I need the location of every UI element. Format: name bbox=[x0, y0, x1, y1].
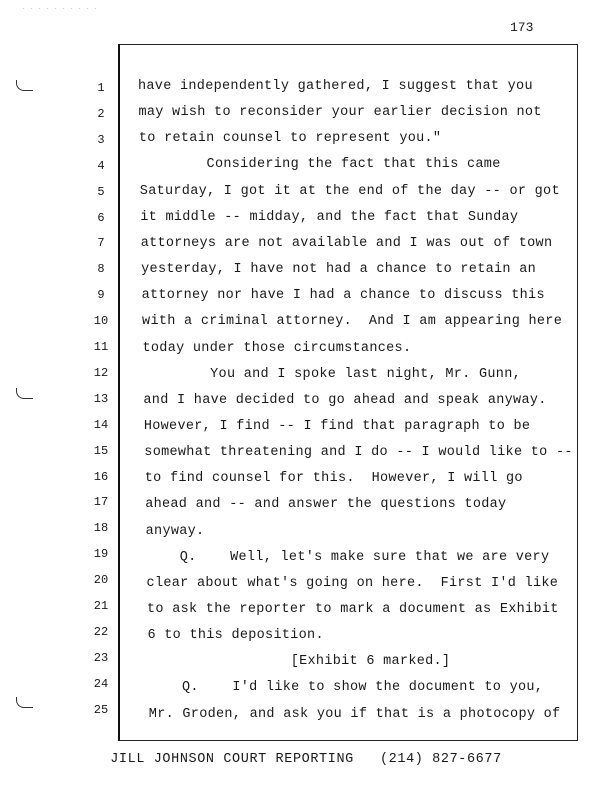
punch-hole-mark bbox=[16, 80, 33, 91]
transcript-line: attorneys are not available and I was out of town bbox=[140, 235, 553, 251]
line-number: 23 bbox=[93, 650, 109, 665]
transcript-line: Considering the fact that this came bbox=[139, 157, 501, 173]
line-number: 13 bbox=[93, 391, 109, 406]
line-number: 6 bbox=[97, 210, 105, 225]
transcript-line: today under those circumstances. bbox=[142, 340, 412, 356]
transcript-line: Q. I'd like to show the document to you, bbox=[148, 680, 544, 696]
line-number: 8 bbox=[97, 262, 105, 277]
line-number: 5 bbox=[97, 184, 105, 199]
line-number: 18 bbox=[93, 521, 109, 536]
line-number: 9 bbox=[97, 288, 105, 303]
transcript-line: ahead and -- and answer the questions today bbox=[145, 497, 507, 513]
line-number: 7 bbox=[97, 236, 105, 251]
line-number: 14 bbox=[93, 417, 109, 432]
line-number: 4 bbox=[97, 158, 105, 173]
line-number: 24 bbox=[93, 676, 109, 691]
transcript-line: clear about what's going on here. First I'd like bbox=[146, 575, 559, 591]
transcript-line: may wish to reconsider your earlier decision not bbox=[138, 105, 542, 121]
line-number: 1 bbox=[97, 81, 105, 95]
transcript-line: to find counsel for this. However, I will go bbox=[144, 471, 523, 487]
transcript-line: Q. Well, let's make sure that we are very bbox=[146, 549, 550, 565]
transcript-line: somewhat threatening and I do -- I would like to -- bbox=[144, 445, 573, 461]
line-number: 2 bbox=[97, 106, 105, 121]
transcript-line: Saturday, I got it at the end of the day -- or got bbox=[139, 183, 560, 199]
transcript-line: However, I find -- I find that paragraph to be bbox=[143, 418, 531, 434]
line-number: 22 bbox=[93, 624, 109, 639]
transcript-line: with a criminal attorney. And I am appearing here bbox=[142, 314, 563, 330]
transcript-line: yesterday, I have not had a chance to retain an bbox=[141, 262, 537, 278]
line-number: 3 bbox=[97, 132, 105, 147]
line-number: 19 bbox=[93, 547, 109, 562]
line-number: 25 bbox=[93, 702, 109, 717]
transcript-line: You and I spoke last night, Mr. Gunn, bbox=[142, 366, 521, 382]
line-number: 12 bbox=[93, 365, 109, 380]
punch-hole-mark bbox=[16, 388, 33, 399]
transcript-line: 6 to this deposition. bbox=[147, 628, 324, 644]
footer-court-reporting: JILL JOHNSON COURT REPORTING (214) 827-6677 bbox=[110, 752, 502, 767]
transcript-line: and I have decided to go ahead and speak anyway. bbox=[143, 392, 547, 408]
line-number: 16 bbox=[93, 469, 109, 484]
scan-header-mark: · · · · · · · · · · bbox=[22, 6, 99, 12]
line-number: 21 bbox=[93, 599, 109, 613]
transcript-line: it middle -- midday, and the fact that Sunday bbox=[140, 209, 519, 225]
transcript-line: [Exhibit 6 marked.] bbox=[147, 654, 451, 670]
transcript-line: attorney nor have I had a chance to discuss this bbox=[141, 288, 545, 304]
page-number: 173 bbox=[510, 20, 534, 35]
line-number: 11 bbox=[93, 340, 109, 354]
transcript-line: Mr. Groden, and ask you if that is a photocopy of bbox=[148, 706, 561, 722]
transcript-line: to retain counsel to represent you." bbox=[138, 131, 442, 147]
line-number: 15 bbox=[93, 443, 109, 458]
line-number: 20 bbox=[93, 573, 109, 588]
line-number: 17 bbox=[93, 495, 109, 510]
transcript-line: anyway. bbox=[145, 523, 205, 539]
transcript-line: have independently gathered, I suggest that you bbox=[138, 79, 533, 94]
transcript-line: to ask the reporter to mark a document as Exhibit bbox=[147, 602, 559, 617]
line-number: 10 bbox=[93, 314, 109, 329]
punch-hole-mark bbox=[16, 697, 33, 708]
